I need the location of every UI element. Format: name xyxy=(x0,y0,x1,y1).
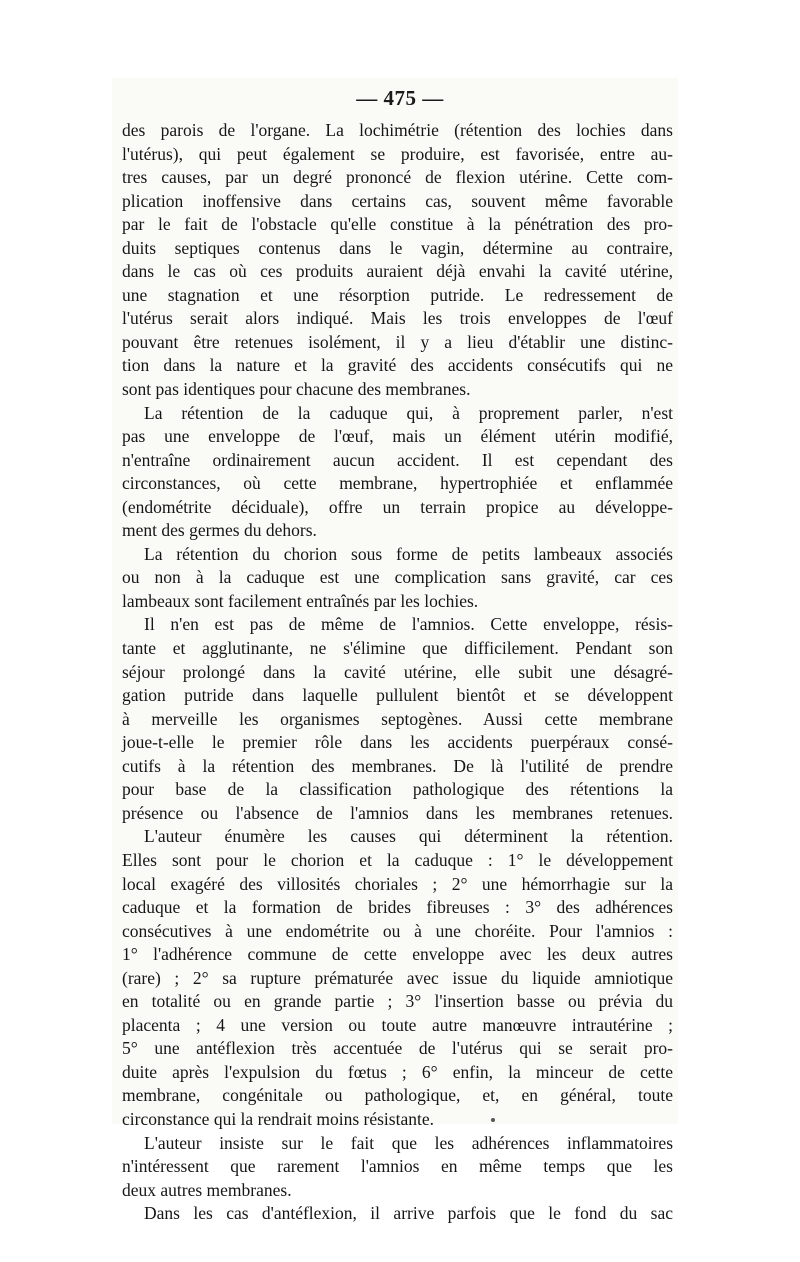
text-line: pas une enveloppe de l'œuf, mais un élément utérin modifié, xyxy=(122,426,673,447)
text-line: dans le cas où ces produits auraient déjà envahi la cavité utérine, xyxy=(122,261,673,282)
text-line: consécutives à une endométrite ou à une choréite. Pour l'amnios : xyxy=(122,920,673,941)
text-line: La rétention de la caduque qui, à proprement parler, n'est xyxy=(144,402,673,423)
page-number: — 475 — xyxy=(356,86,444,110)
text-line: tion dans la nature et la gravité des accidents consécutifs qui ne xyxy=(122,355,673,376)
text-line: Dans les cas d'antéflexion, il arrive parfois que le fond du sac xyxy=(144,1203,673,1224)
text-line: en totalité ou en grande partie ; 3° l'insertion basse ou prévia du xyxy=(122,991,673,1012)
text-line: plication inoffensive dans certains cas, souvent même favorable xyxy=(122,190,673,211)
text-line: joue-t-elle le premier rôle dans les accidents puerpéraux consé- xyxy=(122,732,673,753)
text-line: présence ou l'absence de l'amnios dans les membranes retenues. xyxy=(122,802,673,823)
text-line: 1° l'adhérence commune de cette enveloppe avec les deux autres xyxy=(122,944,673,965)
text-line: Il n'en est pas de même de l'amnios. Cette enveloppe, résis- xyxy=(144,614,673,635)
text-line: ou non à la caduque est une complication sans gravité, car ces xyxy=(122,567,673,588)
text-line: séjour prolongé dans la cavité utérine, elle subit une désagré- xyxy=(122,661,673,682)
text-line: pouvant être retenues isolément, il y a lieu d'établir une distinc- xyxy=(122,331,673,352)
text-line: Elles sont pour le chorion et la caduque : 1° le développement xyxy=(122,849,673,870)
text-line: (rare) ; 2° sa rupture prématurée avec issue du liquide amniotique xyxy=(122,967,673,988)
text-line: n'intéressent que rarement l'amnios en même temps que les xyxy=(122,1156,673,1177)
text-line: ment des germes du dehors. xyxy=(122,520,317,541)
text-line: duits septiques contenus dans le vagin, détermine au contraire, xyxy=(122,237,673,258)
text-line: 5° une antéflexion très accentuée de l'utérus qui se serait pro- xyxy=(122,1038,673,1059)
text-line: L'auteur énumère les causes qui déterminent la rétention. xyxy=(144,826,673,847)
text-line: (endométrite déciduale), offre un terrain propice au développe- xyxy=(122,496,673,517)
text-line: gation putride dans laquelle pullulent bientôt et se développent xyxy=(122,685,673,706)
text-line: local exagéré des villosités choriales ; 2° une hémorrhagie sur la xyxy=(122,873,673,894)
text-line: à merveille les organismes septogènes. Aussi cette membrane xyxy=(122,708,673,729)
text-line: sont pas identiques pour chacune des membranes. xyxy=(122,379,471,400)
text-line: par le fait de l'obstacle qu'elle constitue à la pénétration des pro- xyxy=(122,214,673,235)
text-line: n'entraîne ordinairement aucun accident. Il est cependant des xyxy=(122,449,673,470)
text-line: l'utérus serait alors indiqué. Mais les trois enveloppes de l'œuf xyxy=(122,308,673,329)
text-line: pour base de la classification pathologique des rétentions la xyxy=(122,779,673,800)
text-line: deux autres membranes. xyxy=(122,1179,292,1200)
scan-speck xyxy=(491,1118,495,1122)
text-line: caduque et la formation de brides fibreuses : 3° des adhérences xyxy=(122,897,673,918)
text-line: des parois de l'organe. La lochimétrie (rétention des lochies dans xyxy=(122,120,673,140)
text-line: cutifs à la rétention des membranes. De là l'utilité de prendre xyxy=(122,755,673,776)
text-line: placenta ; 4 une version ou toute autre manœuvre intrautérine ; xyxy=(122,1014,673,1035)
text-line: membrane, congénitale ou pathologique, et, en général, toute xyxy=(122,1085,673,1106)
text-line: circonstances, où cette membrane, hypertrophiée et enflammée xyxy=(122,473,673,494)
text-line: une stagnation et une résorption putride. Le redressement de xyxy=(122,284,673,305)
text-line: L'auteur insiste sur le fait que les adhérences inflammatoires xyxy=(144,1132,673,1153)
text-line: tante et agglutinante, ne s'élimine que difficilement. Pendant son xyxy=(122,638,673,659)
text-line: lambeaux sont facilement entraînés par les lochies. xyxy=(122,590,479,611)
text-line: circonstance qui la rendrait moins résistante. xyxy=(122,1108,434,1129)
text-line: l'utérus), qui peut également se produire, est favorisée, entre au- xyxy=(122,143,673,164)
text-line: tres causes, par un degré prononcé de flexion utérine. Cette com- xyxy=(122,167,673,188)
text-line: duite après l'expulsion du fœtus ; 6° enfin, la minceur de cette xyxy=(122,1061,673,1082)
body-text xyxy=(122,119,673,1226)
text-line: La rétention du chorion sous forme de petits lambeaux associés xyxy=(144,543,673,564)
